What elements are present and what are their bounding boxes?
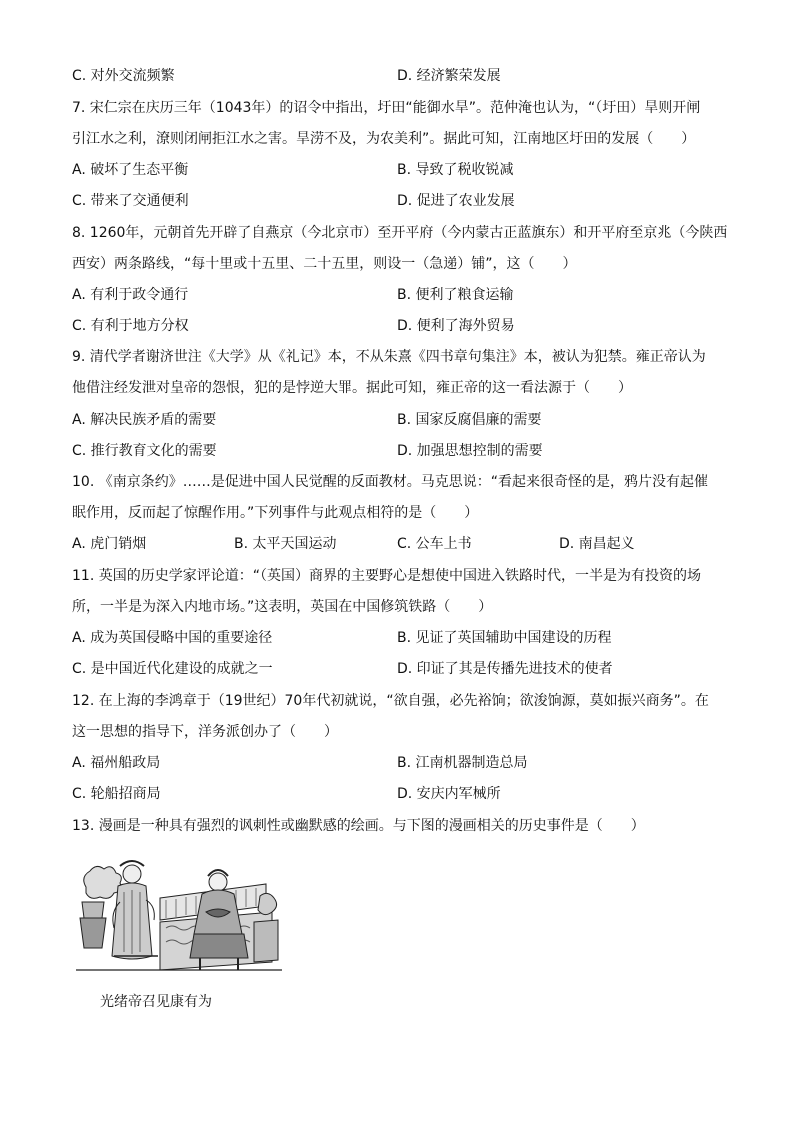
q10-option-b: B. 太平天国运动 xyxy=(234,536,337,552)
q9-option-c: C. 推行教育文化的需要 xyxy=(72,443,217,459)
q10-option-c: C. 公车上书 xyxy=(397,536,472,552)
q7-option-d: D. 促进了农业发展 xyxy=(397,193,515,209)
q12-option-c: C. 轮船招商局 xyxy=(72,786,161,802)
q9-stem-line-1: 9. 清代学者谢济世注《大学》从《礼记》本，不从朱熹《四书章句集注》本，被认为犯禁。雍正帝认为 xyxy=(72,349,706,365)
q7-option-a: A. 破坏了生态平衡 xyxy=(72,162,189,178)
q11-option-d: D. 印证了其是传播先进技术的使者 xyxy=(397,661,613,677)
q13-stem: 13. 漫画是一种具有强烈的讽刺性或幽默感的绘画。与下图的漫画相关的历史事件是（ ） xyxy=(72,818,645,834)
q7-stem-line-1: 7. 宋仁宗在庆历三年（1043年）的诏令中指出，圩田“能御水旱”。范仲淹也认为，“（圩田）旱则开闸 xyxy=(72,100,701,116)
q11-stem-line-1: 11. 英国的历史学家评论道：“（英国）商界的主要野心是想使中国进入铁路时代，一半是为有投资的场 xyxy=(72,568,701,584)
q10-stem-line-1: 10. 《南京条约》……是促进中国人民觉醒的反面教材。马克思说：“看起来很奇怪的是，鸦片没有起催 xyxy=(72,474,708,490)
q6-option-c: C. 对外交流频繁 xyxy=(72,68,175,84)
cartoon-illustration xyxy=(76,852,282,976)
q6-option-d: D. 经济繁荣发展 xyxy=(397,68,501,84)
q8-option-c: C. 有利于地方分权 xyxy=(72,318,189,334)
q8-option-a: A. 有利于政令通行 xyxy=(72,287,189,303)
q8-stem-line-2: 西安）两条路线，“每十里或十五里、二十五里，则设一（急递）铺”，这（ ） xyxy=(72,256,577,272)
q11-option-b: B. 见证了英国辅助中国建设的历程 xyxy=(397,630,612,646)
q10-stem-line-2: 眠作用，反而起了惊醒作用。”下列事件与此观点相符的是（ ） xyxy=(72,505,479,521)
q12-option-a: A. 福州船政局 xyxy=(72,755,161,771)
q7-option-c: C. 带来了交通便利 xyxy=(72,193,189,209)
q11-stem-line-2: 所，一半是为深入内地市场。”这表明，英国在中国修筑铁路（ ） xyxy=(72,599,493,615)
q9-stem-line-2: 他借注经发泄对皇帝的怨恨，犯的是悖逆大罪。据此可知，雍正帝的这一看法源于（ ） xyxy=(72,380,632,396)
q10-option-a: A. 虎门销烟 xyxy=(72,536,147,552)
q9-option-b: B. 国家反腐倡廉的需要 xyxy=(397,412,542,428)
q12-option-b: B. 江南机器制造总局 xyxy=(397,755,528,771)
q11-option-a: A. 成为英国侵略中国的重要途径 xyxy=(72,630,273,646)
q12-stem-line-1: 12. 在上海的李鸿章于（19世纪）70年代初就说，“欲自强，必先裕饷；欲浚饷源，莫如振兴商务”。在 xyxy=(72,693,709,709)
q10-option-d: D. 南昌起义 xyxy=(559,536,635,552)
q8-stem-line-1: 8. 1260年，元朝首先开辟了自燕京（今北京市）至开平府（今内蒙古正蓝旗东）和开平府至京兆（今陕西 xyxy=(72,225,728,241)
q12-option-d: D. 安庆内军械所 xyxy=(397,786,501,802)
q12-stem-line-2: 这一思想的指导下，洋务派创办了（ ） xyxy=(72,724,338,740)
q9-option-a: A. 解决民族矛盾的需要 xyxy=(72,412,217,428)
q8-option-d: D. 便利了海外贸易 xyxy=(397,318,515,334)
q11-option-c: C. 是中国近代化建设的成就之一 xyxy=(72,661,273,677)
illustration-caption: 光绪帝召见康有为 xyxy=(100,994,212,1010)
q7-option-b: B. 导致了税收锐减 xyxy=(397,162,514,178)
q7-stem-line-2: 引江水之利，潦则闭闸拒江水之害。旱涝不及，为农美利”。据此可知，江南地区圩田的发展（ ） xyxy=(72,131,696,147)
q8-option-b: B. 便利了粮食运输 xyxy=(397,287,514,303)
q9-option-d: D. 加强思想控制的需要 xyxy=(397,443,543,459)
